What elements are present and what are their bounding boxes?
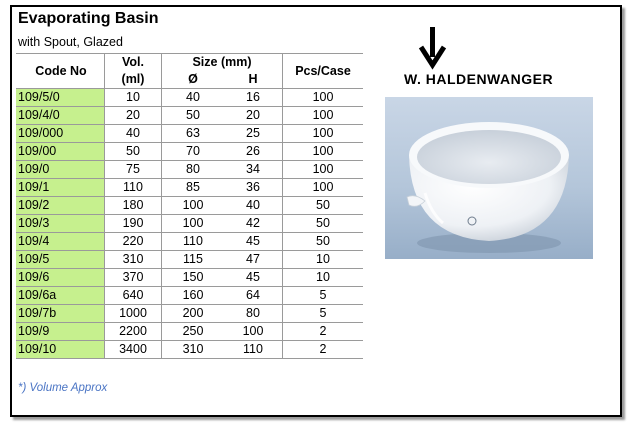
cell-diameter: 50 — [162, 107, 225, 125]
cell-diameter: 115 — [162, 251, 225, 269]
header-code-no: Code No — [16, 54, 105, 89]
cell-diameter: 250 — [162, 323, 225, 341]
cell-volume: 190 — [105, 215, 162, 233]
cell-code-no: 109/9 — [16, 323, 105, 341]
cell-volume: 640 — [105, 287, 162, 305]
cell-height: 34 — [224, 161, 283, 179]
cell-diameter: 85 — [162, 179, 225, 197]
cell-pcs-per-case: 100 — [283, 107, 364, 125]
cell-pcs-per-case: 50 — [283, 215, 364, 233]
cell-code-no: 109/00 — [16, 143, 105, 161]
table-body — [16, 89, 363, 359]
cell-height: 20 — [224, 107, 283, 125]
cell-volume: 20 — [105, 107, 162, 125]
cell-code-no: 109/1 — [16, 179, 105, 197]
cell-code-no: 109/4/0 — [16, 107, 105, 125]
cell-pcs-per-case: 100 — [283, 143, 364, 161]
cell-diameter: 100 — [162, 215, 225, 233]
cell-pcs-per-case: 50 — [283, 233, 364, 251]
table-row — [16, 107, 363, 125]
cell-pcs-per-case: 5 — [283, 287, 364, 305]
table-row — [16, 287, 363, 305]
evaporating-basin-photo — [385, 97, 593, 259]
cell-code-no: 109/5 — [16, 251, 105, 269]
specification-table — [16, 53, 363, 359]
page-title: Evaporating Basin — [18, 10, 159, 27]
header-volume: Vol. — [105, 54, 162, 72]
page-subtitle: with Spout, Glazed — [18, 35, 123, 49]
cell-volume: 310 — [105, 251, 162, 269]
cell-pcs-per-case: 100 — [283, 179, 364, 197]
cell-volume: 75 — [105, 161, 162, 179]
cell-volume: 220 — [105, 233, 162, 251]
table-row — [16, 89, 363, 107]
cell-volume: 2200 — [105, 323, 162, 341]
cell-diameter: 70 — [162, 143, 225, 161]
cell-code-no: 109/7b — [16, 305, 105, 323]
cell-height: 80 — [224, 305, 283, 323]
cell-pcs-per-case: 2 — [283, 323, 364, 341]
cell-volume: 3400 — [105, 341, 162, 359]
cell-volume: 370 — [105, 269, 162, 287]
cell-code-no: 109/5/0 — [16, 89, 105, 107]
cell-diameter: 160 — [162, 287, 225, 305]
cell-pcs-per-case: 10 — [283, 251, 364, 269]
cell-volume: 1000 — [105, 305, 162, 323]
cell-pcs-per-case: 2 — [283, 341, 364, 359]
brand-logo-text: W. HALDENWANGER — [404, 71, 554, 87]
cell-height: 26 — [224, 143, 283, 161]
table-row — [16, 197, 363, 215]
cell-code-no: 109/6a — [16, 287, 105, 305]
table-header-row — [16, 54, 363, 72]
cell-diameter: 110 — [162, 233, 225, 251]
cell-diameter: 40 — [162, 89, 225, 107]
cell-diameter: 310 — [162, 341, 225, 359]
cell-diameter: 80 — [162, 161, 225, 179]
cell-height: 47 — [224, 251, 283, 269]
table-row — [16, 125, 363, 143]
cell-pcs-per-case: 50 — [283, 197, 364, 215]
cell-diameter: 100 — [162, 197, 225, 215]
cell-height: 36 — [224, 179, 283, 197]
cell-code-no: 109/10 — [16, 341, 105, 359]
table-row — [16, 233, 363, 251]
cell-code-no: 109/000 — [16, 125, 105, 143]
header-height: H — [224, 71, 283, 89]
cell-height: 45 — [224, 269, 283, 287]
header-volume-unit: (ml) — [105, 71, 162, 89]
cell-height: 16 — [224, 89, 283, 107]
table-row — [16, 179, 363, 197]
header-diameter: Ø — [162, 71, 225, 89]
header-size: Size (mm) — [162, 54, 283, 72]
table-row — [16, 269, 363, 287]
cell-code-no: 109/4 — [16, 233, 105, 251]
cell-code-no: 109/0 — [16, 161, 105, 179]
cell-diameter: 200 — [162, 305, 225, 323]
footnote: *) Volume Approx — [18, 382, 108, 394]
table-row — [16, 251, 363, 269]
cell-height: 64 — [224, 287, 283, 305]
table-row — [16, 323, 363, 341]
cell-pcs-per-case: 100 — [283, 89, 364, 107]
cell-volume: 50 — [105, 143, 162, 161]
cell-pcs-per-case: 10 — [283, 269, 364, 287]
cell-code-no: 109/3 — [16, 215, 105, 233]
table-row — [16, 341, 363, 359]
table-row — [16, 161, 363, 179]
table-row — [16, 143, 363, 161]
cell-pcs-per-case: 100 — [283, 161, 364, 179]
cell-volume: 40 — [105, 125, 162, 143]
cell-volume: 180 — [105, 197, 162, 215]
cell-height: 40 — [224, 197, 283, 215]
table-row — [16, 305, 363, 323]
cell-volume: 10 — [105, 89, 162, 107]
cell-code-no: 109/6 — [16, 269, 105, 287]
cell-height: 25 — [224, 125, 283, 143]
cell-volume: 110 — [105, 179, 162, 197]
cell-code-no: 109/2 — [16, 197, 105, 215]
cell-diameter: 150 — [162, 269, 225, 287]
cell-diameter: 63 — [162, 125, 225, 143]
cell-height: 45 — [224, 233, 283, 251]
cell-height: 42 — [224, 215, 283, 233]
table-row — [16, 215, 363, 233]
cell-height: 100 — [224, 323, 283, 341]
cell-pcs-per-case: 100 — [283, 125, 364, 143]
header-pcs-per-case: Pcs/Case — [283, 54, 364, 89]
cell-pcs-per-case: 5 — [283, 305, 364, 323]
cell-height: 110 — [224, 341, 283, 359]
